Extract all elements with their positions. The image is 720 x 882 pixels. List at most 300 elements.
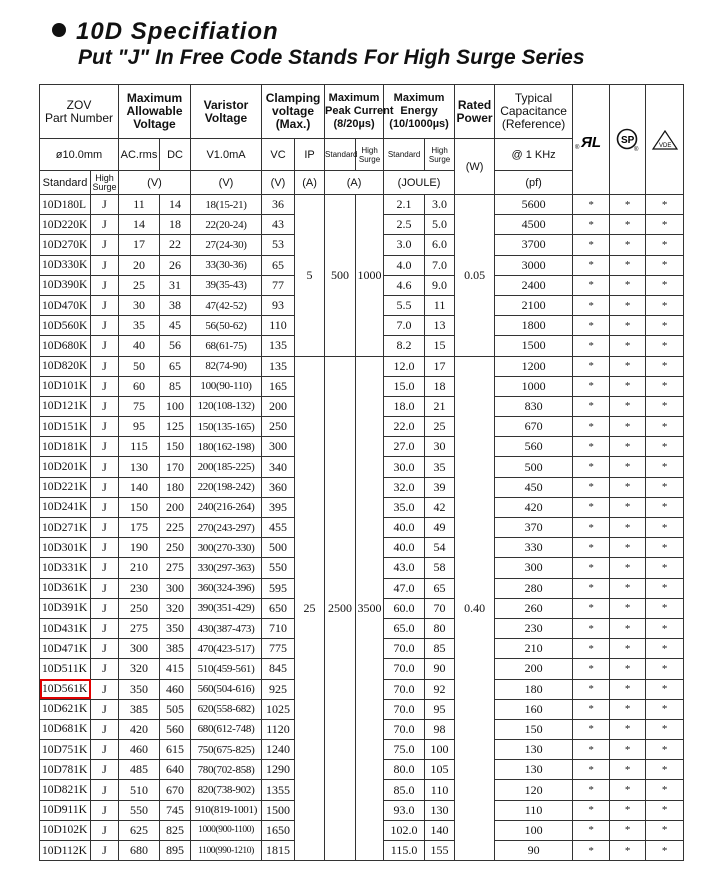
ul-mark-cell: * <box>573 417 610 437</box>
vde-mark-cell: * <box>646 760 684 780</box>
high-surge-cell: J <box>91 820 119 840</box>
ac-rms-cell: 140 <box>119 477 160 497</box>
vde-mark-cell: * <box>646 659 684 679</box>
vc-cell: 135 <box>262 336 295 356</box>
energy-high-surge-cell: 30 <box>425 437 455 457</box>
vde-mark-cell: * <box>646 417 684 437</box>
ul-mark-cell: * <box>573 538 610 558</box>
dc-cell: 200 <box>160 497 191 517</box>
ul-mark-cell: * <box>573 477 610 497</box>
energy-standard-cell: 22.0 <box>384 417 425 437</box>
ul-icon <box>574 128 608 152</box>
energy-standard-cell: 65.0 <box>384 618 425 638</box>
high-surge-cell: J <box>91 841 119 861</box>
capacitance-cell: 200 <box>495 659 573 679</box>
dc-cell: 250 <box>160 538 191 558</box>
capacitance-cell: 330 <box>495 538 573 558</box>
capacitance-cell: 830 <box>495 396 573 416</box>
csa-mark-cell: * <box>610 760 646 780</box>
dc-cell: 300 <box>160 578 191 598</box>
csa-mark-cell: * <box>610 598 646 618</box>
high-surge-cell: J <box>91 215 119 235</box>
dc-cell: 560 <box>160 719 191 739</box>
dc-cell: 65 <box>160 356 191 376</box>
page-subtitle: Put "J" In Free Code Stands For High Surge Series <box>78 46 585 69</box>
varistor-voltage-cell: 360(324-396) <box>191 578 262 598</box>
vc-cell: 775 <box>262 639 295 659</box>
energy-high-surge-cell: 54 <box>425 538 455 558</box>
peak-high-surge-label: High Surge <box>356 139 384 171</box>
ac-rms-cell: 130 <box>119 457 160 477</box>
csa-mark-cell: * <box>610 356 646 376</box>
varistor-voltage-cell: 220(198-242) <box>191 477 262 497</box>
high-surge-cell: J <box>91 417 119 437</box>
high-surge-cell: J <box>91 195 119 215</box>
energy-standard-cell: 30.0 <box>384 457 425 477</box>
ac-rms-cell: 11 <box>119 195 160 215</box>
varistor-voltage-cell: 750(675-825) <box>191 740 262 760</box>
ul-mark-cell: * <box>573 518 610 538</box>
energy-standard-cell: 93.0 <box>384 800 425 820</box>
vc-cell: 1025 <box>262 699 295 719</box>
capacitance-cell: 670 <box>495 417 573 437</box>
ul-mark-cell: * <box>573 578 610 598</box>
part-number-cell: 10D751K <box>40 740 91 760</box>
csa-mark-cell: * <box>610 457 646 477</box>
varistor-voltage-cell: 780(702-858) <box>191 760 262 780</box>
standard-col-label: Standard <box>40 171 91 195</box>
vc-cell: 650 <box>262 598 295 618</box>
varistor-voltage-cell: 18(15-21) <box>191 195 262 215</box>
high-surge-cell: J <box>91 255 119 275</box>
capacitance-cell: 2100 <box>495 295 573 315</box>
part-number-cell: 10D781K <box>40 760 91 780</box>
energy-standard-cell: 2.5 <box>384 215 425 235</box>
varistor-voltage-cell: 240(216-264) <box>191 497 262 517</box>
ul-mark-cell: * <box>573 800 610 820</box>
vc-cell: 93 <box>262 295 295 315</box>
csa-mark-cell: * <box>610 699 646 719</box>
high-surge-cell: J <box>91 518 119 538</box>
ul-mark-cell: * <box>573 356 610 376</box>
high-surge-cell: J <box>91 800 119 820</box>
vc-cell: 595 <box>262 578 295 598</box>
capacitance-cell: 100 <box>495 820 573 840</box>
part-number-cell: 10D680K <box>40 336 91 356</box>
ac-rms-cell: 60 <box>119 376 160 396</box>
capacitance-cell: 500 <box>495 457 573 477</box>
peak-current-header: Maximum Peak Current (8/20µs) <box>325 85 384 139</box>
energy-standard-cell: 70.0 <box>384 699 425 719</box>
csa-cert-header <box>610 85 646 195</box>
energy-standard-cell: 115.0 <box>384 841 425 861</box>
ac-rms-cell: 385 <box>119 699 160 719</box>
ul-mark-cell: * <box>573 841 610 861</box>
part-number-cell: 10D112K <box>40 841 91 861</box>
dc-cell: 825 <box>160 820 191 840</box>
power-unit: (W) <box>455 139 495 195</box>
vde-mark-cell: * <box>646 457 684 477</box>
csa-mark-cell: * <box>610 396 646 416</box>
ac-rms-cell: 30 <box>119 295 160 315</box>
ac-rms-cell: 210 <box>119 558 160 578</box>
part-number-cell: 10D220K <box>40 215 91 235</box>
csa-mark-cell: * <box>610 618 646 638</box>
vde-mark-cell: * <box>646 356 684 376</box>
vc-cell: 1815 <box>262 841 295 861</box>
energy-high-surge-cell: 155 <box>425 841 455 861</box>
energy-high-surge-cell: 13 <box>425 316 455 336</box>
ul-mark-cell: * <box>573 235 610 255</box>
page-title <box>52 18 279 46</box>
energy-standard-cell: 102.0 <box>384 820 425 840</box>
ac-rms-cell: 625 <box>119 820 160 840</box>
vde-mark-cell: * <box>646 195 684 215</box>
vde-mark-cell: * <box>646 396 684 416</box>
capacitance-cell: 450 <box>495 477 573 497</box>
high-surge-cell: J <box>91 336 119 356</box>
dc-cell: 320 <box>160 598 191 618</box>
capacitance-cell: 280 <box>495 578 573 598</box>
csa-mark-cell: * <box>610 841 646 861</box>
ip-label: IP <box>295 139 325 171</box>
energy-standard-cell: 75.0 <box>384 740 425 760</box>
high-surge-cell: J <box>91 618 119 638</box>
part-number-cell: 10D820K <box>40 356 91 376</box>
ac-rms-cell: 420 <box>119 719 160 739</box>
vc-cell: 200 <box>262 396 295 416</box>
ul-mark-cell: * <box>573 497 610 517</box>
ul-mark-cell: * <box>573 195 610 215</box>
ac-rms-cell: 115 <box>119 437 160 457</box>
v1ma-label: V1.0mA <box>191 139 262 171</box>
csa-mark-cell: * <box>610 255 646 275</box>
energy-high-surge-cell: 90 <box>425 659 455 679</box>
spec-table <box>39 84 684 861</box>
table-row <box>40 195 684 215</box>
energy-high-surge-cell: 105 <box>425 760 455 780</box>
ul-mark-cell: * <box>573 275 610 295</box>
vc-cell: 165 <box>262 376 295 396</box>
capacitance-cell: 1000 <box>495 376 573 396</box>
high-surge-cell: J <box>91 275 119 295</box>
energy-standard-cell: 7.0 <box>384 316 425 336</box>
dc-cell: 275 <box>160 558 191 578</box>
csa-mark-cell: * <box>610 538 646 558</box>
vc-cell: 710 <box>262 618 295 638</box>
energy-standard-cell: 70.0 <box>384 659 425 679</box>
peak-unit: (A) <box>325 171 384 195</box>
energy-standard-cell: 60.0 <box>384 598 425 618</box>
csa-mark-cell: * <box>610 316 646 336</box>
capacitance-cell: 2400 <box>495 275 573 295</box>
csa-mark-cell: * <box>610 497 646 517</box>
peak-high-surge-group-cell: 1000 <box>356 195 384 357</box>
part-number-cell: 10D821K <box>40 780 91 800</box>
dc-cell: 460 <box>160 679 191 699</box>
dc-cell: 670 <box>160 780 191 800</box>
diameter-label: ø10.0mm <box>40 139 119 171</box>
acrms-label: AC.rms <box>119 139 160 171</box>
capacitance-cell: 210 <box>495 639 573 659</box>
ac-rms-cell: 150 <box>119 497 160 517</box>
varistor-voltage-cell: 1100(990-1210) <box>191 841 262 861</box>
varistor-voltage-cell: 390(351-429) <box>191 598 262 618</box>
energy-high-surge-cell: 7.0 <box>425 255 455 275</box>
vc-cell: 395 <box>262 497 295 517</box>
rated-power-group-cell: 0.05 <box>455 195 495 357</box>
csa-mark-cell: * <box>610 639 646 659</box>
ac-rms-cell: 95 <box>119 417 160 437</box>
dc-cell: 38 <box>160 295 191 315</box>
varistor-voltage-cell: 180(162-198) <box>191 437 262 457</box>
header-row-1 <box>40 85 684 139</box>
ul-mark-cell: * <box>573 558 610 578</box>
high-surge-cell: J <box>91 396 119 416</box>
high-surge-cell: J <box>91 719 119 739</box>
energy-standard-cell: 85.0 <box>384 780 425 800</box>
energy-high-surge-cell: 100 <box>425 740 455 760</box>
high-surge-cell: J <box>91 497 119 517</box>
svg-text:ЯL: ЯL <box>581 133 602 151</box>
csa-mark-cell: * <box>610 336 646 356</box>
energy-standard-cell: 80.0 <box>384 760 425 780</box>
capacitance-cell: 260 <box>495 598 573 618</box>
part-number-cell: 10D201K <box>40 457 91 477</box>
varistor-voltage-cell: 27(24-30) <box>191 235 262 255</box>
vde-mark-cell: * <box>646 538 684 558</box>
peak-standard-group-cell: 500 <box>325 195 356 357</box>
ac-rms-cell: 275 <box>119 618 160 638</box>
energy-standard-cell: 2.1 <box>384 195 425 215</box>
vde-mark-cell: * <box>646 800 684 820</box>
vde-mark-cell: * <box>646 820 684 840</box>
csa-mark-cell: * <box>610 195 646 215</box>
vc-cell: 110 <box>262 316 295 336</box>
svg-text:SP: SP <box>620 134 634 146</box>
vc-cell: 1120 <box>262 719 295 739</box>
high-surge-col-label: High Surge <box>91 171 119 195</box>
varistor-voltage-cell: 820(738-902) <box>191 780 262 800</box>
varistor-voltage-cell: 100(90-110) <box>191 376 262 396</box>
varistor-voltage-cell: 1000(900-1100) <box>191 820 262 840</box>
varistor-header: Varistor Voltage <box>191 85 262 139</box>
csa-mark-cell: * <box>610 235 646 255</box>
high-surge-cell: J <box>91 477 119 497</box>
dc-cell: 225 <box>160 518 191 538</box>
dc-cell: 415 <box>160 659 191 679</box>
capacitance-cell: 300 <box>495 558 573 578</box>
capacitance-cell: 160 <box>495 699 573 719</box>
energy-unit: (JOULE) <box>384 171 455 195</box>
ac-rms-cell: 550 <box>119 800 160 820</box>
capacitance-cell: 5600 <box>495 195 573 215</box>
vc-cell: 1290 <box>262 760 295 780</box>
varistor-voltage-cell: 270(243-297) <box>191 518 262 538</box>
vc-cell: 500 <box>262 538 295 558</box>
ul-mark-cell: * <box>573 376 610 396</box>
csa-mark-cell: * <box>610 740 646 760</box>
part-number-cell: 10D101K <box>40 376 91 396</box>
vc-cell: 250 <box>262 417 295 437</box>
ac-rms-cell: 20 <box>119 255 160 275</box>
varistor-voltage-cell: 82(74-90) <box>191 356 262 376</box>
dc-cell: 85 <box>160 376 191 396</box>
capacitance-cell: 3000 <box>495 255 573 275</box>
dc-cell: 170 <box>160 457 191 477</box>
capacitance-cell: 90 <box>495 841 573 861</box>
energy-standard-cell: 27.0 <box>384 437 425 457</box>
svg-text:®: ® <box>633 146 638 153</box>
part-number-cell: 10D361K <box>40 578 91 598</box>
ac-rms-cell: 460 <box>119 740 160 760</box>
energy-high-surge-cell: 6.0 <box>425 235 455 255</box>
ac-rms-cell: 75 <box>119 396 160 416</box>
energy-high-surge-cell: 9.0 <box>425 275 455 295</box>
energy-high-surge-cell: 95 <box>425 699 455 719</box>
dc-cell: 14 <box>160 195 191 215</box>
high-surge-cell: J <box>91 760 119 780</box>
capacitance-cell: 120 <box>495 780 573 800</box>
energy-standard-cell: 4.6 <box>384 275 425 295</box>
zov-header: ZOV Part Number <box>40 85 119 139</box>
high-surge-cell: J <box>91 538 119 558</box>
dc-cell: 26 <box>160 255 191 275</box>
csa-mark-cell: * <box>610 780 646 800</box>
peak-high-surge-group-cell: 3500 <box>356 356 384 861</box>
part-number-cell: 10D271K <box>40 518 91 538</box>
high-surge-cell: J <box>91 679 119 699</box>
varistor-voltage-cell: 47(42-52) <box>191 295 262 315</box>
ul-mark-cell: * <box>573 679 610 699</box>
energy-high-surge-cell: 110 <box>425 780 455 800</box>
ip-unit: (A) <box>295 171 325 195</box>
part-number-cell: 10D270K <box>40 235 91 255</box>
ac-rms-cell: 17 <box>119 235 160 255</box>
vc-cell: 135 <box>262 356 295 376</box>
part-number-cell: 10D470K <box>40 295 91 315</box>
high-surge-cell: J <box>91 235 119 255</box>
vc-cell: 1240 <box>262 740 295 760</box>
part-number-cell: 10D151K <box>40 417 91 437</box>
high-surge-cell: J <box>91 376 119 396</box>
vde-mark-cell: * <box>646 558 684 578</box>
table-row <box>40 356 684 376</box>
part-number-cell: 10D181K <box>40 437 91 457</box>
dc-cell: 350 <box>160 618 191 638</box>
part-number-cell: 10D391K <box>40 598 91 618</box>
ul-mark-cell: * <box>573 760 610 780</box>
capacitance-unit: (pf) <box>495 171 573 195</box>
dc-cell: 100 <box>160 396 191 416</box>
capacitance-cell: 1800 <box>495 316 573 336</box>
csa-mark-cell: * <box>610 477 646 497</box>
vde-mark-cell: * <box>646 376 684 396</box>
freq-label: @ 1 KHz <box>495 139 573 171</box>
varistor-voltage-cell: 510(459-561) <box>191 659 262 679</box>
energy-standard-cell: 70.0 <box>384 679 425 699</box>
energy-high-surge-cell: 92 <box>425 679 455 699</box>
energy-standard-label: Standard <box>384 139 425 171</box>
dc-cell: 180 <box>160 477 191 497</box>
ul-mark-cell: * <box>573 719 610 739</box>
vde-mark-cell: * <box>646 255 684 275</box>
vde-mark-cell: * <box>646 841 684 861</box>
ul-mark-cell: * <box>573 659 610 679</box>
ip-group-cell: 5 <box>295 195 325 357</box>
vde-mark-cell: * <box>646 679 684 699</box>
vde-mark-cell: * <box>646 235 684 255</box>
csa-icon <box>615 127 641 153</box>
energy-high-surge-cell: 49 <box>425 518 455 538</box>
dc-cell: 31 <box>160 275 191 295</box>
energy-standard-cell: 32.0 <box>384 477 425 497</box>
vc-cell: 1500 <box>262 800 295 820</box>
energy-standard-cell: 35.0 <box>384 497 425 517</box>
vde-icon <box>651 128 679 152</box>
energy-high-surge-cell: 70 <box>425 598 455 618</box>
capacitance-cell: 180 <box>495 679 573 699</box>
part-number-cell: 10D221K <box>40 477 91 497</box>
ac-rms-cell: 14 <box>119 215 160 235</box>
dc-cell: 640 <box>160 760 191 780</box>
capacitance-cell: 370 <box>495 518 573 538</box>
vc-cell: 77 <box>262 275 295 295</box>
ul-mark-cell: * <box>573 618 610 638</box>
energy-standard-cell: 40.0 <box>384 538 425 558</box>
part-number-cell: 10D301K <box>40 538 91 558</box>
capacitance-header: Typical Capacitance (Reference) <box>495 85 573 139</box>
high-surge-cell: J <box>91 578 119 598</box>
vde-mark-cell: * <box>646 578 684 598</box>
capacitance-cell: 420 <box>495 497 573 517</box>
ul-mark-cell: * <box>573 780 610 800</box>
svg-text:VDE: VDE <box>658 142 671 149</box>
vde-mark-cell: * <box>646 639 684 659</box>
vde-mark-cell: * <box>646 780 684 800</box>
high-surge-cell: J <box>91 639 119 659</box>
varistor-voltage-cell: 470(423-517) <box>191 639 262 659</box>
energy-standard-cell: 15.0 <box>384 376 425 396</box>
varistor-voltage-cell: 560(504-616) <box>191 679 262 699</box>
csa-mark-cell: * <box>610 518 646 538</box>
dc-cell: 150 <box>160 437 191 457</box>
vde-mark-cell: * <box>646 618 684 638</box>
capacitance-cell: 3700 <box>495 235 573 255</box>
vde-mark-cell: * <box>646 598 684 618</box>
rated-power-header: Rated Power <box>455 85 495 139</box>
high-surge-cell: J <box>91 356 119 376</box>
high-surge-cell: J <box>91 457 119 477</box>
varistor-voltage-cell: 300(270-330) <box>191 538 262 558</box>
varistor-voltage-cell: 430(387-473) <box>191 618 262 638</box>
vc-cell: 845 <box>262 659 295 679</box>
part-number-cell: 10D621K <box>40 699 91 719</box>
energy-standard-cell: 47.0 <box>384 578 425 598</box>
energy-standard-cell: 8.2 <box>384 336 425 356</box>
capacitance-cell: 560 <box>495 437 573 457</box>
dc-cell: 125 <box>160 417 191 437</box>
varistor-voltage-cell: 120(108-132) <box>191 396 262 416</box>
part-number-cell: 10D330K <box>40 255 91 275</box>
energy-standard-cell: 4.0 <box>384 255 425 275</box>
part-number-cell: 10D121K <box>40 396 91 416</box>
ul-mark-cell: * <box>573 336 610 356</box>
varistor-voltage-cell: 330(297-363) <box>191 558 262 578</box>
capacitance-cell: 1500 <box>495 336 573 356</box>
vde-mark-cell: * <box>646 477 684 497</box>
varistor-voltage-cell: 39(35-43) <box>191 275 262 295</box>
